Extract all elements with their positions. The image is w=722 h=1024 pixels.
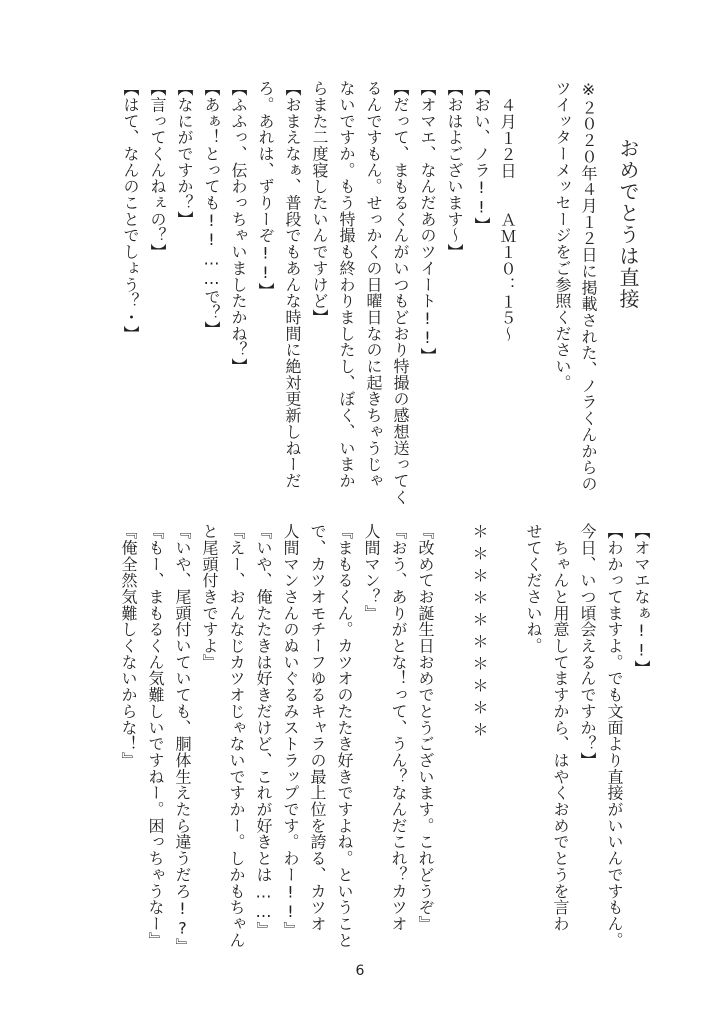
text-line: 【あぁ！とっても!!……で？】 (202, 80, 221, 338)
text-line: ろ。あれは、ずりーぞ!!】 (256, 80, 275, 299)
text-line: 『俺全然気難しくないからな！』 (119, 523, 138, 769)
text-line: ないですか。もう特撮も終わりましたし、ぼく、いまか (337, 80, 356, 489)
text-line: 【おまえなぁ、普段でもあんな時間に絶対更新しねーだ (283, 80, 302, 489)
text-line: らまた二度寝したいんですけど】 (310, 80, 329, 326)
text-line: 『おう、ありがとな！って、うん？なんだこれ？カツオ (389, 523, 408, 932)
text-line: 今日、いつ頃会えるんですか？】 (578, 523, 597, 769)
timestamp-line: ４月１２日 ＡＭ１０：１５〜 (498, 97, 517, 343)
text-line: 【なにがですか？】 (175, 80, 194, 228)
text-line: 『もー、まもるくん気難しいですねー。困っちゃうなー』 (146, 523, 165, 949)
text-line: 【だって、まもるくんがいつもどおり特撮の感想送ってく (391, 80, 410, 506)
note-line: ツイッターメッセージをご参照ください。 (553, 80, 572, 391)
section-divider: ＊＊＊＊＊＊＊＊＊＊ (470, 523, 489, 743)
text-line: 【わかってますよ。でも文面より直接がいいんですもん。 (605, 523, 624, 949)
text-line: 『えー、おんなじカツオじゃないですかー。しかもちゃん (227, 523, 246, 949)
text-line: せてくださいね。 (524, 523, 543, 654)
page-number: 6 (355, 963, 365, 979)
text-line: 【はて、なんのことでしょう？・】 (121, 80, 140, 342)
text-line: 【ふふっ、伝わっちゃいましたかね？】 (229, 80, 248, 375)
text-line: 『まもるくん。カツオのたたき好きですよね。ということ (335, 523, 354, 949)
text-line: 【おい、ノラ!!】 (472, 80, 491, 234)
text-line: 【オマエなぁ!!】 (632, 523, 651, 677)
text-line: 人間マンさんのぬいぐるみストラップです。わー!!』 (281, 523, 300, 938)
note-line: ※２０２０年４月１２日に掲載された、ノラくんからの (579, 80, 598, 492)
text-line: 『いや、俺たたきは好きだけど、これが好きとは……』 (254, 523, 273, 938)
text-line: 【オマエ、なんだあのツイート!!】 (418, 80, 437, 364)
text-line: 『いや、尾頭付いていても、胴体生えたら違うだろ!?』 (173, 523, 192, 955)
page-title: おめでとうは直接 (616, 138, 640, 310)
text-line: と尾頭付きですよ』 (200, 523, 219, 671)
text-line: 『改めてお誕生日おめでとうございます。これどうぞ』 (416, 523, 435, 932)
text-line: で、カツオモチーフゆるキャラの最上位を誇る、カツオ (308, 523, 327, 932)
text-line: 【おはよございます〜】 (445, 80, 464, 260)
text-line: るんですもん。せっかくの日曜日なのに起きちゃうじゃ (364, 80, 383, 489)
text-line: ちゃんと用意してますから、はやくおめでとうを言わ (551, 523, 570, 932)
text-line: 【言ってくんねぇの？】 (148, 80, 167, 260)
text-line: 人間マン？』 (362, 523, 381, 622)
